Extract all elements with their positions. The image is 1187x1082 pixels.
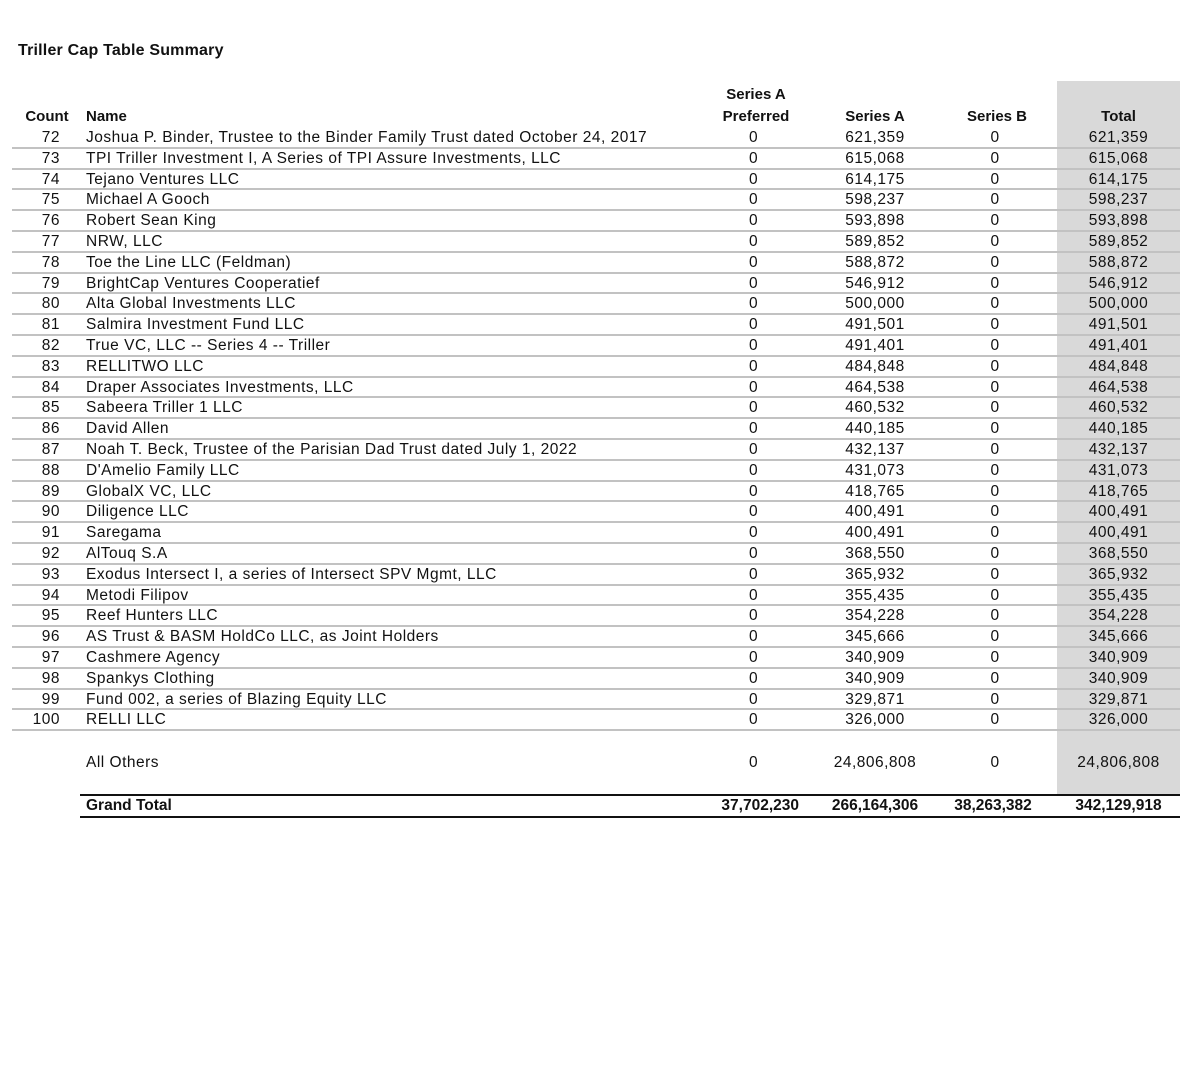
row-name: Sabeera Triller 1 LLC xyxy=(86,399,243,417)
row-series-a-preferred: 0 xyxy=(748,628,759,646)
row-series-a: 440,185 xyxy=(845,420,905,438)
table-row xyxy=(12,669,1180,690)
row-count: 87 xyxy=(41,441,60,458)
grand-total-row xyxy=(80,794,1180,818)
row-series-a: 615,068 xyxy=(845,149,905,167)
row-name: Salmira Investment Fund LLC xyxy=(86,316,305,334)
row-series-a: 431,073 xyxy=(845,461,905,479)
row-series-a-preferred: 0 xyxy=(748,357,759,375)
row-total: 500,000 xyxy=(1088,295,1149,313)
row-total: 432,137 xyxy=(1088,441,1149,458)
row-series-a: 329,871 xyxy=(845,690,905,708)
all-others-total: 24,806,808 xyxy=(1077,754,1160,771)
row-count: 82 xyxy=(41,337,60,354)
row-name: Saregama xyxy=(86,524,162,542)
row-total: 355,435 xyxy=(1088,586,1149,604)
row-series-a-preferred: 0 xyxy=(748,690,759,708)
row-count: 92 xyxy=(41,545,60,562)
table-row xyxy=(12,690,1180,711)
row-series-a-preferred: 0 xyxy=(748,170,759,188)
header-series-a: Series A xyxy=(845,108,905,125)
row-series-b: 0 xyxy=(990,233,1000,250)
table-row xyxy=(12,170,1180,191)
row-series-b: 0 xyxy=(990,649,1000,666)
row-series-b: 0 xyxy=(990,399,1000,417)
table-row xyxy=(12,502,1180,523)
row-series-b: 0 xyxy=(990,378,1000,396)
header-preferred-line2: Preferred xyxy=(722,108,790,125)
row-count: 90 xyxy=(41,503,60,521)
row-total: 598,237 xyxy=(1088,191,1149,209)
all-others-name: All Others xyxy=(86,754,160,771)
row-series-b: 0 xyxy=(990,711,1000,729)
all-others-series-b: 0 xyxy=(990,754,1000,771)
row-name: Joshua P. Binder, Trustee to the Binder Family Trust dated October 24, 2017 xyxy=(86,129,648,146)
row-series-a-preferred: 0 xyxy=(748,295,759,313)
row-series-b: 0 xyxy=(990,274,1000,292)
row-total: 589,852 xyxy=(1088,233,1149,250)
row-count: 94 xyxy=(41,586,60,604)
row-series-b: 0 xyxy=(990,482,1000,500)
row-name: Spankys Clothing xyxy=(86,669,215,687)
row-series-b: 0 xyxy=(990,669,1000,687)
table-row xyxy=(12,627,1180,648)
table-row xyxy=(12,710,1180,731)
row-series-a: 589,852 xyxy=(845,233,905,250)
row-series-a-preferred: 0 xyxy=(748,378,759,396)
row-series-a: 588,872 xyxy=(845,253,905,271)
grand-total-total: 342,129,918 xyxy=(1075,797,1162,814)
table-row xyxy=(12,315,1180,336)
row-name: Tejano Ventures LLC xyxy=(86,170,240,188)
row-name: GlobalX VC, LLC xyxy=(86,482,212,500)
table-row xyxy=(12,336,1180,357)
row-series-a-preferred: 0 xyxy=(748,337,759,354)
row-name: Reef Hunters LLC xyxy=(86,607,219,625)
row-total: 431,073 xyxy=(1088,461,1149,479)
row-series-b: 0 xyxy=(990,441,1000,458)
row-count: 72 xyxy=(41,129,60,146)
row-total: 329,871 xyxy=(1088,690,1149,708)
table-row xyxy=(12,232,1180,253)
row-total: 615,068 xyxy=(1088,149,1149,167)
row-count: 77 xyxy=(41,233,60,250)
row-series-b: 0 xyxy=(990,545,1000,562)
row-count: 76 xyxy=(41,212,60,230)
table-row xyxy=(12,128,1180,149)
row-total: 345,666 xyxy=(1088,628,1149,646)
row-series-a: 432,137 xyxy=(845,441,905,458)
row-count: 74 xyxy=(41,170,60,188)
row-series-a-preferred: 0 xyxy=(748,482,759,500)
row-count: 91 xyxy=(41,524,60,542)
row-series-a: 340,909 xyxy=(845,649,905,666)
table-row xyxy=(12,253,1180,274)
row-series-a-preferred: 0 xyxy=(748,149,759,167)
row-count: 79 xyxy=(41,274,60,292)
row-name: Diligence LLC xyxy=(86,503,189,521)
row-total: 464,538 xyxy=(1088,378,1149,396)
row-name: Alta Global Investments LLC xyxy=(86,295,296,313)
grand-total-preferred: 37,702,230 xyxy=(721,797,799,814)
row-name: Fund 002, a series of Blazing Equity LLC xyxy=(86,690,387,708)
table-row xyxy=(12,294,1180,315)
row-series-a-preferred: 0 xyxy=(748,607,759,625)
row-total: 484,848 xyxy=(1088,357,1149,375)
row-series-a: 464,538 xyxy=(845,378,905,396)
row-name: TPI Triller Investment I, A Series of TPI Assure Investments, LLC xyxy=(86,149,561,167)
row-name: NRW, LLC xyxy=(86,233,163,250)
row-series-b: 0 xyxy=(990,586,1000,604)
row-series-a-preferred: 0 xyxy=(748,524,759,542)
row-series-a-preferred: 0 xyxy=(748,274,759,292)
header-series-b: Series B xyxy=(966,108,1028,125)
table-row xyxy=(12,544,1180,565)
row-count: 83 xyxy=(41,357,60,375)
row-series-a-preferred: 0 xyxy=(748,565,759,583)
table-row xyxy=(12,586,1180,607)
row-series-a: 614,175 xyxy=(845,170,905,188)
row-series-b: 0 xyxy=(990,212,1000,230)
all-others-series-a: 24,806,808 xyxy=(833,754,917,771)
row-series-b: 0 xyxy=(990,316,1000,334)
row-name: RELLITWO LLC xyxy=(86,357,204,375)
row-series-a: 491,501 xyxy=(845,316,905,334)
row-series-a-preferred: 0 xyxy=(748,129,759,146)
row-total: 621,359 xyxy=(1088,129,1149,146)
row-series-a-preferred: 0 xyxy=(748,191,759,209)
row-series-a-preferred: 0 xyxy=(748,711,759,729)
row-total: 368,550 xyxy=(1088,545,1149,562)
row-total: 491,501 xyxy=(1088,316,1149,334)
row-series-a: 400,491 xyxy=(845,503,905,521)
row-series-b: 0 xyxy=(990,295,1000,313)
table-row xyxy=(12,565,1180,586)
row-series-a: 546,912 xyxy=(845,274,905,292)
row-total: 326,000 xyxy=(1088,711,1149,729)
row-name: D'Amelio Family LLC xyxy=(86,461,240,479)
all-others-preferred: 0 xyxy=(748,754,759,771)
row-series-a: 484,848 xyxy=(845,357,905,375)
table-row xyxy=(12,274,1180,295)
table-row xyxy=(12,211,1180,232)
row-series-a-preferred: 0 xyxy=(748,649,759,666)
grand-total-series-b: 38,263,382 xyxy=(954,797,1032,814)
table-row xyxy=(12,190,1180,211)
row-count: 88 xyxy=(41,461,60,479)
row-count: 73 xyxy=(41,149,60,167)
row-count: 85 xyxy=(41,399,60,417)
row-series-a: 418,765 xyxy=(845,482,905,500)
row-count: 93 xyxy=(41,565,60,583)
row-series-a-preferred: 0 xyxy=(748,212,759,230)
row-count: 86 xyxy=(41,420,60,438)
row-series-a: 593,898 xyxy=(845,212,905,230)
row-count: 96 xyxy=(41,628,60,646)
row-total: 460,532 xyxy=(1088,399,1149,417)
row-name: RELLI LLC xyxy=(86,711,167,729)
row-series-b: 0 xyxy=(990,129,1000,146)
row-total: 546,912 xyxy=(1088,274,1149,292)
table-row xyxy=(12,149,1180,170)
row-count: 99 xyxy=(41,690,60,708)
row-total: 491,401 xyxy=(1088,337,1149,354)
row-series-a: 355,435 xyxy=(845,586,905,604)
row-total: 365,932 xyxy=(1088,565,1149,583)
row-series-b: 0 xyxy=(990,461,1000,479)
row-count: 89 xyxy=(41,482,60,500)
row-name: Noah T. Beck, Trustee of the Parisian Dad Trust dated July 1, 2022 xyxy=(86,441,578,458)
row-series-a: 345,666 xyxy=(845,628,905,646)
row-series-a: 500,000 xyxy=(845,295,905,313)
row-series-a-preferred: 0 xyxy=(748,233,759,250)
row-name: BrightCap Ventures Cooperatief xyxy=(86,274,320,292)
table-row xyxy=(12,461,1180,482)
row-series-b: 0 xyxy=(990,524,1000,542)
row-total: 588,872 xyxy=(1088,253,1149,271)
header-name: Name xyxy=(86,108,127,125)
row-series-b: 0 xyxy=(990,170,1000,188)
row-series-a: 354,228 xyxy=(845,607,905,625)
header-total: Total xyxy=(1101,108,1136,125)
row-series-a-preferred: 0 xyxy=(748,586,759,604)
row-total: 340,909 xyxy=(1088,649,1149,666)
row-name: David Allen xyxy=(86,420,170,438)
row-series-a: 491,401 xyxy=(845,337,905,354)
row-total: 593,898 xyxy=(1088,212,1149,230)
table-row xyxy=(12,398,1180,419)
row-series-a-preferred: 0 xyxy=(748,399,759,417)
table-row xyxy=(12,357,1180,378)
row-count: 98 xyxy=(41,669,60,687)
row-series-a-preferred: 0 xyxy=(748,461,759,479)
row-total: 354,228 xyxy=(1088,607,1149,625)
row-series-a-preferred: 0 xyxy=(748,503,759,521)
row-name: Michael A Gooch xyxy=(86,191,210,209)
row-count: 81 xyxy=(41,316,60,334)
row-series-a-preferred: 0 xyxy=(748,545,759,562)
row-name: Draper Associates Investments, LLC xyxy=(86,378,354,396)
row-series-a: 460,532 xyxy=(845,399,905,417)
row-series-a: 326,000 xyxy=(845,711,905,729)
row-series-b: 0 xyxy=(990,253,1000,271)
table-row xyxy=(12,523,1180,544)
row-total: 400,491 xyxy=(1088,503,1149,521)
table-row xyxy=(12,440,1180,461)
table-row xyxy=(12,482,1180,503)
row-series-a: 365,932 xyxy=(845,565,905,583)
row-total: 614,175 xyxy=(1088,170,1149,188)
row-total: 418,765 xyxy=(1088,482,1149,500)
row-series-b: 0 xyxy=(990,191,1000,209)
row-name: AS Trust & BASM HoldCo LLC, as Joint Holders xyxy=(86,628,439,646)
row-name: Toe the Line LLC (Feldman) xyxy=(86,253,292,271)
row-name: Cashmere Agency xyxy=(86,649,221,666)
row-series-b: 0 xyxy=(990,503,1000,521)
row-series-a: 621,359 xyxy=(845,129,905,146)
row-series-a-preferred: 0 xyxy=(748,316,759,334)
row-series-b: 0 xyxy=(990,357,1000,375)
row-series-b: 0 xyxy=(990,149,1000,167)
row-count: 84 xyxy=(41,378,60,396)
row-total: 340,909 xyxy=(1088,669,1149,687)
row-count: 95 xyxy=(41,607,60,625)
row-series-a: 368,550 xyxy=(845,545,905,562)
row-total: 440,185 xyxy=(1088,420,1149,438)
row-series-b: 0 xyxy=(990,628,1000,646)
row-series-a: 400,491 xyxy=(845,524,905,542)
row-name: AlTouq S.A xyxy=(86,545,168,562)
row-series-a-preferred: 0 xyxy=(748,253,759,271)
table-row xyxy=(12,378,1180,399)
row-series-a: 340,909 xyxy=(845,669,905,687)
row-count: 97 xyxy=(41,649,60,666)
header-count: Count xyxy=(25,108,69,125)
row-series-b: 0 xyxy=(990,420,1000,438)
row-series-a-preferred: 0 xyxy=(748,420,759,438)
table-row xyxy=(12,606,1180,627)
row-series-a-preferred: 0 xyxy=(748,669,759,687)
row-count: 75 xyxy=(41,191,60,209)
row-series-a-preferred: 0 xyxy=(748,441,759,458)
row-series-a: 598,237 xyxy=(845,191,905,209)
grand-total-series-a: 266,164,306 xyxy=(831,797,919,814)
table-row xyxy=(12,648,1180,669)
page-title: Triller Cap Table Summary xyxy=(18,42,224,59)
row-count: 80 xyxy=(41,295,60,313)
row-series-b: 0 xyxy=(990,690,1000,708)
row-name: Robert Sean King xyxy=(86,212,217,230)
row-series-b: 0 xyxy=(990,337,1000,354)
row-total: 400,491 xyxy=(1088,524,1149,542)
header-preferred-line1: Series A xyxy=(726,86,786,103)
row-count: 100 xyxy=(32,711,60,729)
row-name: Metodi Filipov xyxy=(86,586,189,604)
row-count: 78 xyxy=(41,253,60,271)
grand-total-label: Grand Total xyxy=(86,797,172,814)
row-series-b: 0 xyxy=(990,607,1000,625)
row-series-b: 0 xyxy=(990,565,1000,583)
row-name: Exodus Intersect I, a series of Intersect SPV Mgmt, LLC xyxy=(86,565,497,583)
table-row xyxy=(12,419,1180,440)
row-name: True VC, LLC -- Series 4 -- Triller xyxy=(86,337,331,354)
